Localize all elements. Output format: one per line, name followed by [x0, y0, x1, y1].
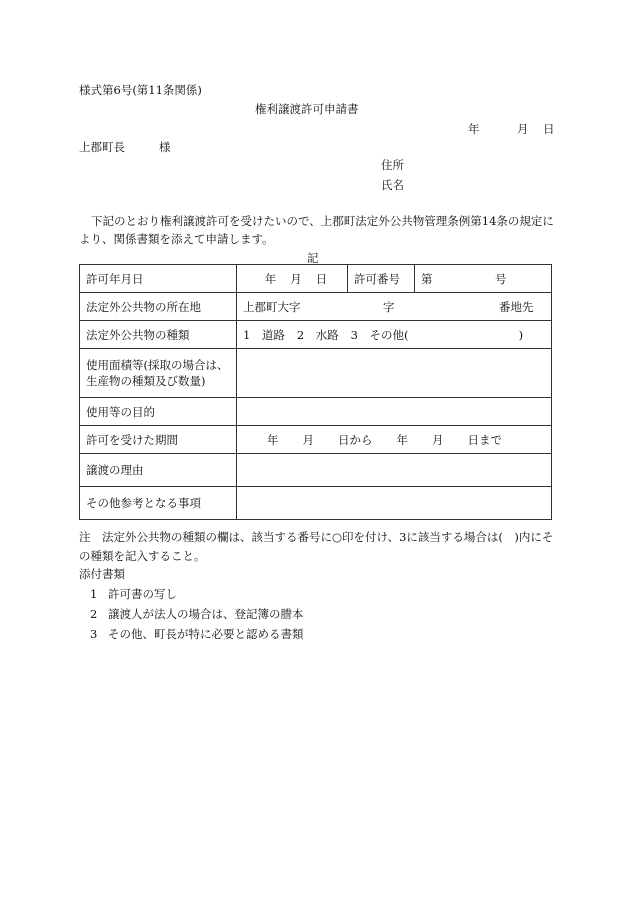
document-title: 権利譲渡許可申請書 [255, 102, 359, 116]
usage-area-field [237, 349, 552, 398]
period-field [237, 426, 552, 454]
addressee [79, 139, 171, 155]
table-row [80, 454, 552, 487]
permit-number-field [415, 265, 552, 293]
table-row [80, 426, 552, 454]
usage-area-label [80, 349, 237, 398]
location-field [237, 293, 552, 321]
period-from-month: 月 [302, 432, 314, 447]
type-option-road: 1 道路 [243, 327, 285, 342]
table-row [80, 293, 552, 321]
type-option-close: ) [518, 327, 524, 342]
applicant-address-label: 住所 [381, 158, 404, 172]
attachment-item [90, 606, 304, 622]
purpose-label: 使用等の目的 [80, 398, 237, 426]
permit-date-year: 年 [264, 271, 277, 286]
addressee-honorific: 様 [159, 140, 171, 154]
permit-number-suffix: 号 [495, 271, 507, 286]
table-row [80, 487, 552, 520]
table-row [80, 265, 552, 293]
ki-heading: 記 [307, 251, 319, 265]
attachment-text: 許可書の写し [108, 587, 177, 601]
form-number: 様式第6号(第11条関係) [79, 83, 202, 97]
attachment-item [90, 586, 177, 602]
usage-area-label-line2: 生産物の種類及び数量) [86, 374, 206, 388]
other-notes-label: その他参考となる事項 [80, 487, 237, 520]
permit-date-field [237, 265, 348, 293]
other-notes-field [237, 487, 552, 520]
period-label: 許可を受けた期間 [80, 426, 237, 454]
usage-area-label-line1: 使用面積等(採取の場合は、 [86, 358, 229, 372]
body-text: 下記のとおり権利譲渡許可を受けたいので、上郡町法定外公共物管理条例第14条の規定により、関係書類を添えて申請します。 [79, 214, 554, 246]
location-banchi: 番地先 [499, 299, 534, 314]
type-option-waterway: 2 水路 [296, 327, 339, 342]
attachment-number: 2 [90, 607, 98, 621]
details-table [79, 264, 552, 520]
applicant-name-label: 氏名 [381, 178, 404, 192]
permit-date-label: 許可年月日 [80, 265, 237, 293]
type-field [237, 321, 552, 349]
transfer-reason-label: 譲渡の理由 [80, 454, 237, 487]
attachment-text: その他、町長が特に必要と認める書類 [108, 627, 304, 641]
attachment-number: 1 [90, 587, 98, 601]
table-row [80, 321, 552, 349]
date-year-label: 年 [468, 122, 480, 136]
attachment-number: 3 [90, 627, 98, 641]
type-label: 法定外公共物の種類 [80, 321, 237, 349]
attachment-text: 譲渡人が法人の場合は、登記簿の謄本 [108, 607, 304, 621]
permit-date-month: 月 [290, 271, 302, 286]
date-month-label: 月 [517, 122, 529, 136]
addressee-name: 上郡町長 [79, 140, 125, 154]
permit-date-day: 日 [315, 271, 328, 286]
location-label: 法定外公共物の所在地 [80, 293, 237, 321]
table-row [80, 398, 552, 426]
period-to-day: 日まで [467, 432, 502, 447]
location-aza: 字 [383, 299, 395, 314]
period-to-year: 年 [396, 432, 408, 447]
permit-number-label: 許可番号 [348, 265, 415, 293]
purpose-field [237, 398, 552, 426]
location-town: 上郡町大字 [243, 299, 301, 314]
application-date [468, 121, 555, 137]
transfer-reason-field [237, 454, 552, 487]
note-text: 注 法定外公共物の種類の欄は、該当する番号に○印を付け、3に該当する場合は( )内にその種類を記入すること。 [79, 530, 554, 563]
attachment-item [90, 626, 304, 642]
period-to-month: 月 [432, 432, 444, 447]
date-day-label: 日 [543, 122, 555, 136]
period-from-year: 年 [267, 432, 279, 447]
type-option-other: 3 その他( [350, 327, 409, 342]
attachments-title: 添付書類 [79, 567, 125, 581]
permit-number-prefix: 第 [421, 271, 433, 286]
table-row [80, 349, 552, 398]
period-from-day: 日から [338, 432, 373, 447]
